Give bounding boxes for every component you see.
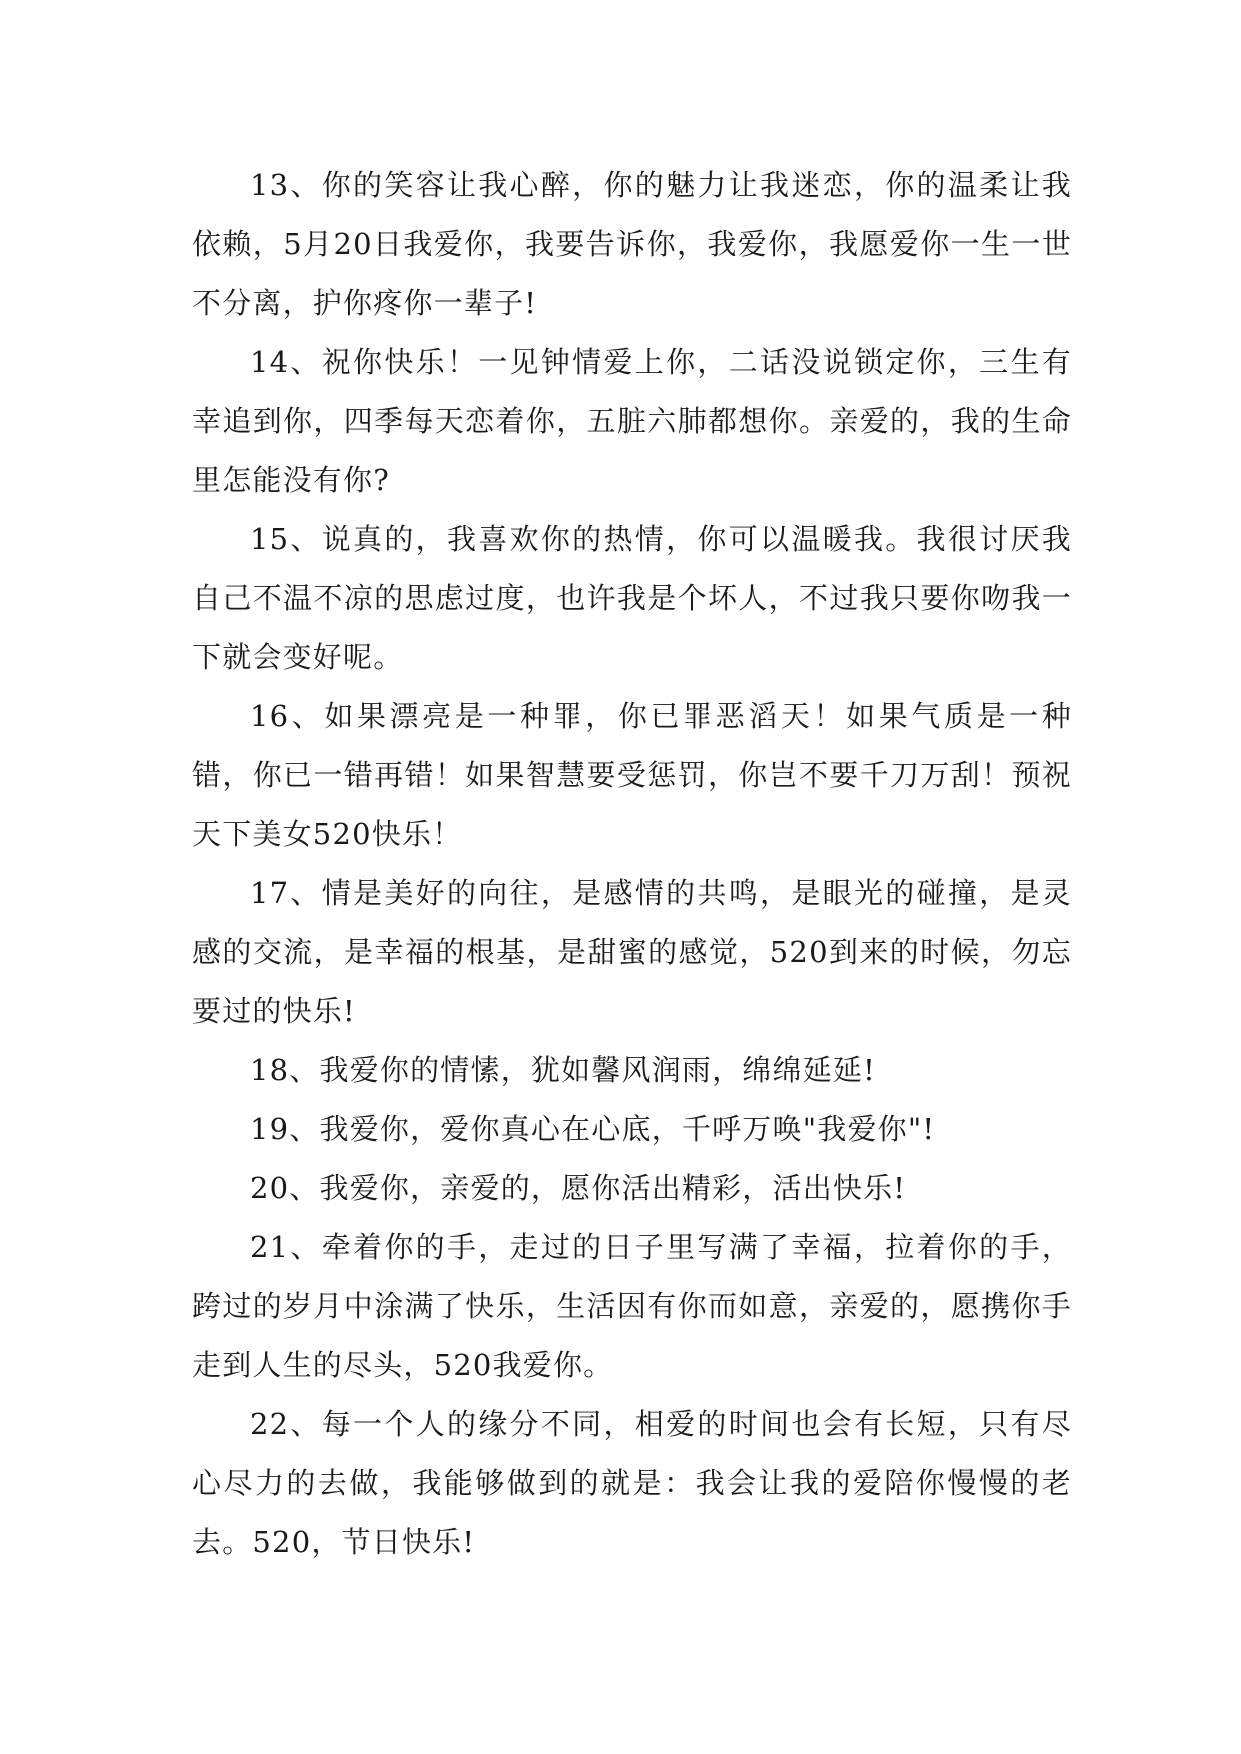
paragraph-22: 22、每一个人的缘分不同，相爱的时间也会有长短，只有尽心尽力的去做，我能够做到的就是：我会让我的爱陪你慢慢的老去。520，节日快乐! (192, 1407, 1072, 1559)
paragraph-18: 18、我爱你的情愫，犹如馨风润雨，绵绵延延! (250, 1053, 876, 1087)
paragraph-16: 16、如果漂亮是一种罪，你已罪恶滔天！如果气质是一种错，你已一错再错！如果智慧要受惩罚，你岂不要千刀万刮！预祝天下美女520快乐！ (192, 699, 1072, 851)
paragraph-13: 13、你的笑容让我心醉，你的魅力让我迷恋，你的温柔让我依赖，5月20日我爱你，我要告诉你，我爱你，我愿爱你一生一世不分离，护你疼你一辈子! (192, 168, 1072, 320)
paragraph-14: 14、祝你快乐！一见钟情爱上你，二话没说锁定你，三生有幸追到你，四季每天恋着你，五脏六肺都想你。亲爱的，我的生命里怎能没有你? (192, 345, 1072, 497)
paragraph-20: 20、我爱你，亲爱的，愿你活出精彩，活出快乐! (250, 1171, 907, 1205)
paragraph-21: 21、牵着你的手，走过的日子里写满了幸福，拉着你的手，跨过的岁月中涂满了快乐，生活因有你而如意，亲爱的，愿携你手走到人生的尽头，520我爱你。 (192, 1230, 1072, 1382)
paragraph-15: 15、说真的，我喜欢你的热情，你可以温暖我。我很讨厌我自己不温不凉的思虑过度，也许我是个坏人，不过我只要你吻我一下就会变好呢。 (192, 522, 1072, 674)
paragraph-19: 19、我爱你，爱你真心在心底，千呼万唤"我爱你"! (250, 1112, 936, 1146)
paragraph-17: 17、情是美好的向往，是感情的共鸣，是眼光的碰撞，是灵感的交流，是幸福的根基，是甜蜜的感觉，520到来的时候，勿忘要过的快乐! (192, 876, 1072, 1028)
document-body (192, 156, 1072, 1572)
